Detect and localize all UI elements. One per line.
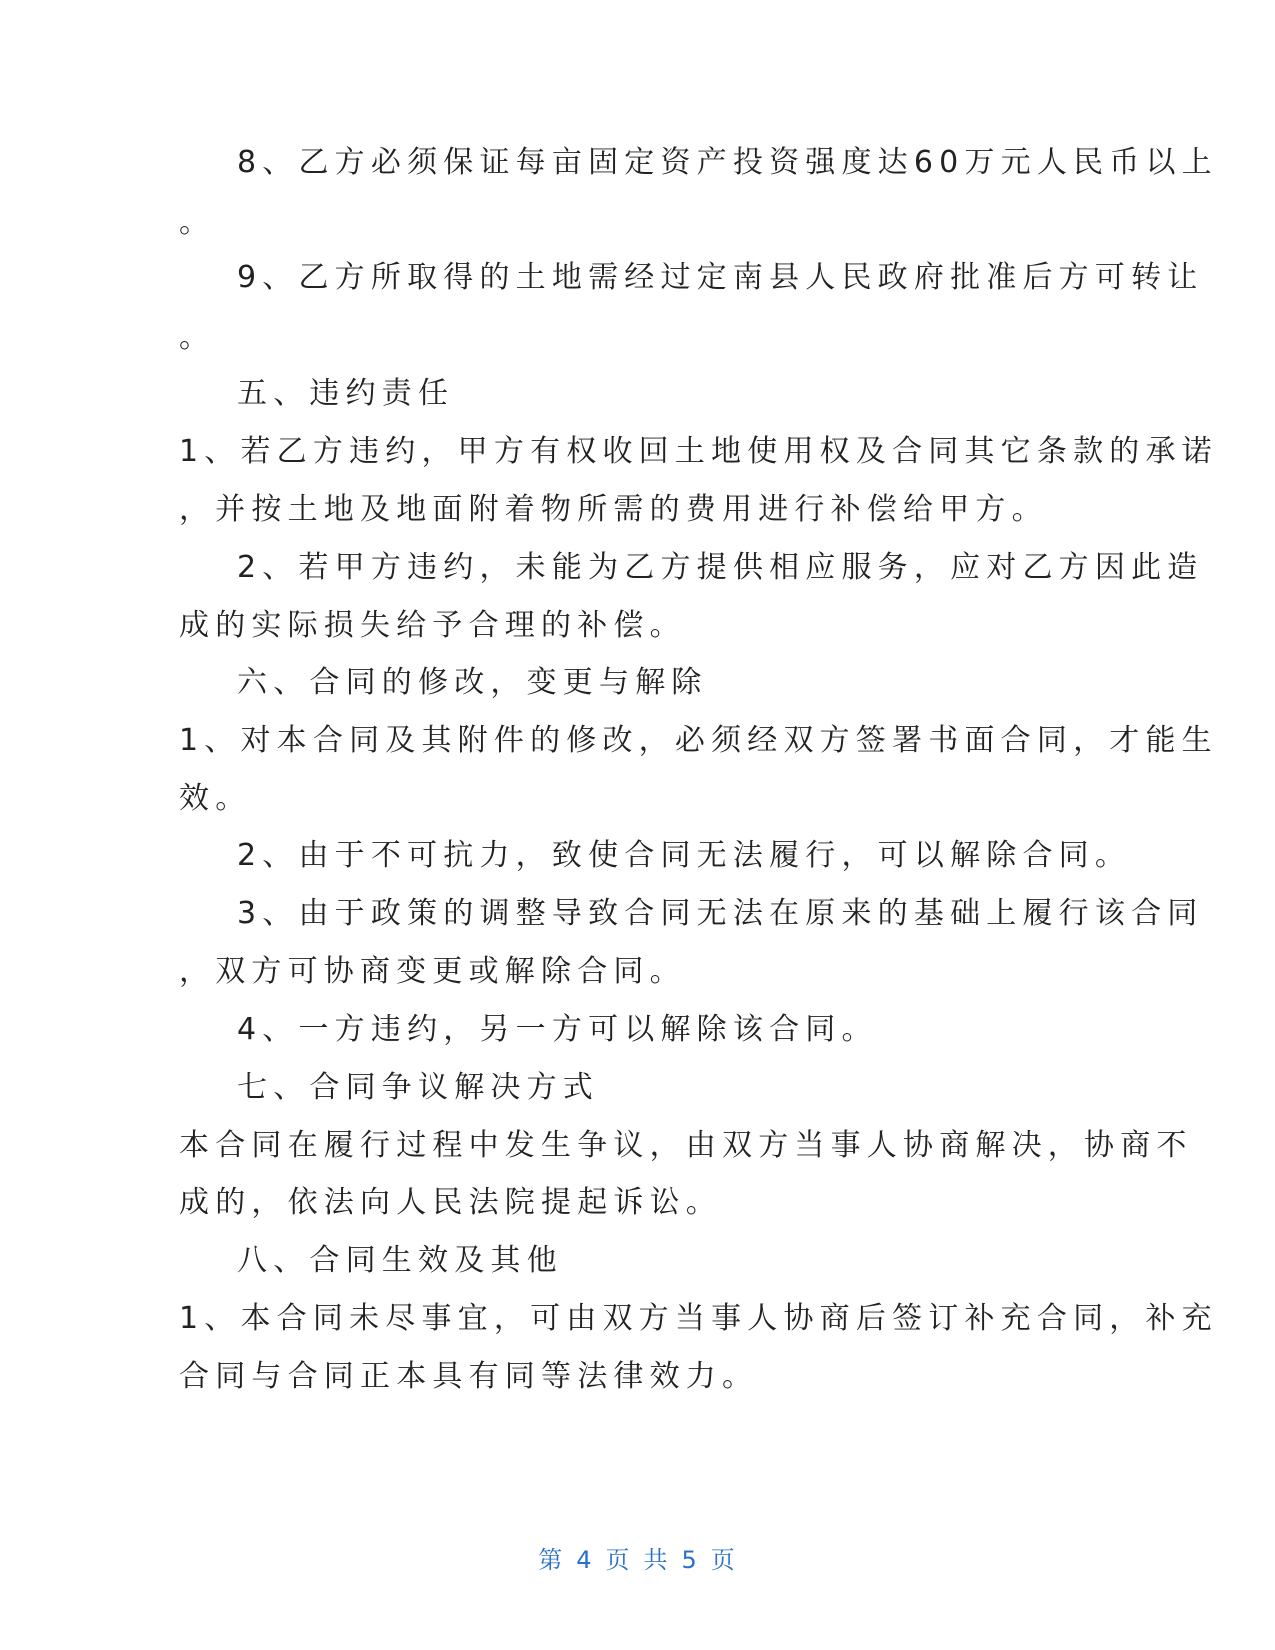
footer-prefix: 第 — [538, 1546, 565, 1574]
section-6-heading: 六、合同的修改，变更与解除 — [237, 665, 708, 700]
section-8-item-1-line-2: 合同与合同正本具有同等法律效力。 — [179, 1359, 759, 1394]
section-6-item-3-line-1: 3、由于政策的调整导致合同无法在原来的基础上履行该合同 — [237, 896, 1204, 931]
footer-total-word: 共 — [643, 1546, 670, 1574]
clause-8-line-2: 。 — [179, 205, 216, 240]
clause-8-line-1: 8、乙方必须保证每亩固定资产投资强度达60万元人民币以上 — [237, 145, 1218, 180]
footer-current-page: 4 — [576, 1546, 594, 1574]
section-5-item-1-line-2: ，并按土地及地面附着物所需的费用进行补偿给甲方。 — [179, 492, 1048, 527]
section-6-item-2: 2、由于不可抗力，致使合同无法履行，可以解除合同。 — [237, 838, 1132, 873]
section-5-item-2-line-1: 2、若甲方违约，未能为乙方提供相应服务，应对乙方因此造 — [237, 550, 1204, 585]
section-7-body-line-2: 成的，依法向人民法院提起诉讼。 — [179, 1185, 722, 1220]
section-6-item-1-line-2: 效。 — [179, 781, 252, 816]
page-footer — [0, 1544, 1275, 1576]
section-7-body-line-1: 本合同在履行过程中发生争议，由双方当事人协商解决，协商不 — [179, 1128, 1193, 1163]
footer-suffix: 页 — [710, 1546, 737, 1574]
footer-total-pages: 5 — [681, 1546, 699, 1574]
section-6-item-3-line-2: ，双方可协商变更或解除合同。 — [179, 954, 686, 989]
section-5-heading: 五、违约责任 — [237, 376, 455, 411]
section-8-item-1-line-1: 1、本合同未尽事宜，可由双方当事人协商后签订补充合同，补充 — [179, 1301, 1218, 1336]
section-8-heading: 八、合同生效及其他 — [237, 1243, 563, 1278]
section-6-item-4: 4、一方违约，另一方可以解除该合同。 — [237, 1012, 878, 1047]
footer-page-word: 页 — [605, 1546, 632, 1574]
section-5-item-1-line-1: 1、若乙方违约，甲方有权收回土地使用权及合同其它条款的承诺 — [179, 434, 1218, 469]
clause-9-line-1: 9、乙方所取得的土地需经过定南县人民政府批准后方可转让 — [237, 260, 1204, 295]
section-5-item-2-line-2: 成的实际损失给予合理的补偿。 — [179, 608, 686, 643]
section-6-item-1-line-1: 1、对本合同及其附件的修改，必须经双方签署书面合同，才能生 — [179, 723, 1218, 758]
clause-9-line-2: 。 — [179, 320, 216, 355]
section-7-heading: 七、合同争议解决方式 — [237, 1070, 599, 1105]
